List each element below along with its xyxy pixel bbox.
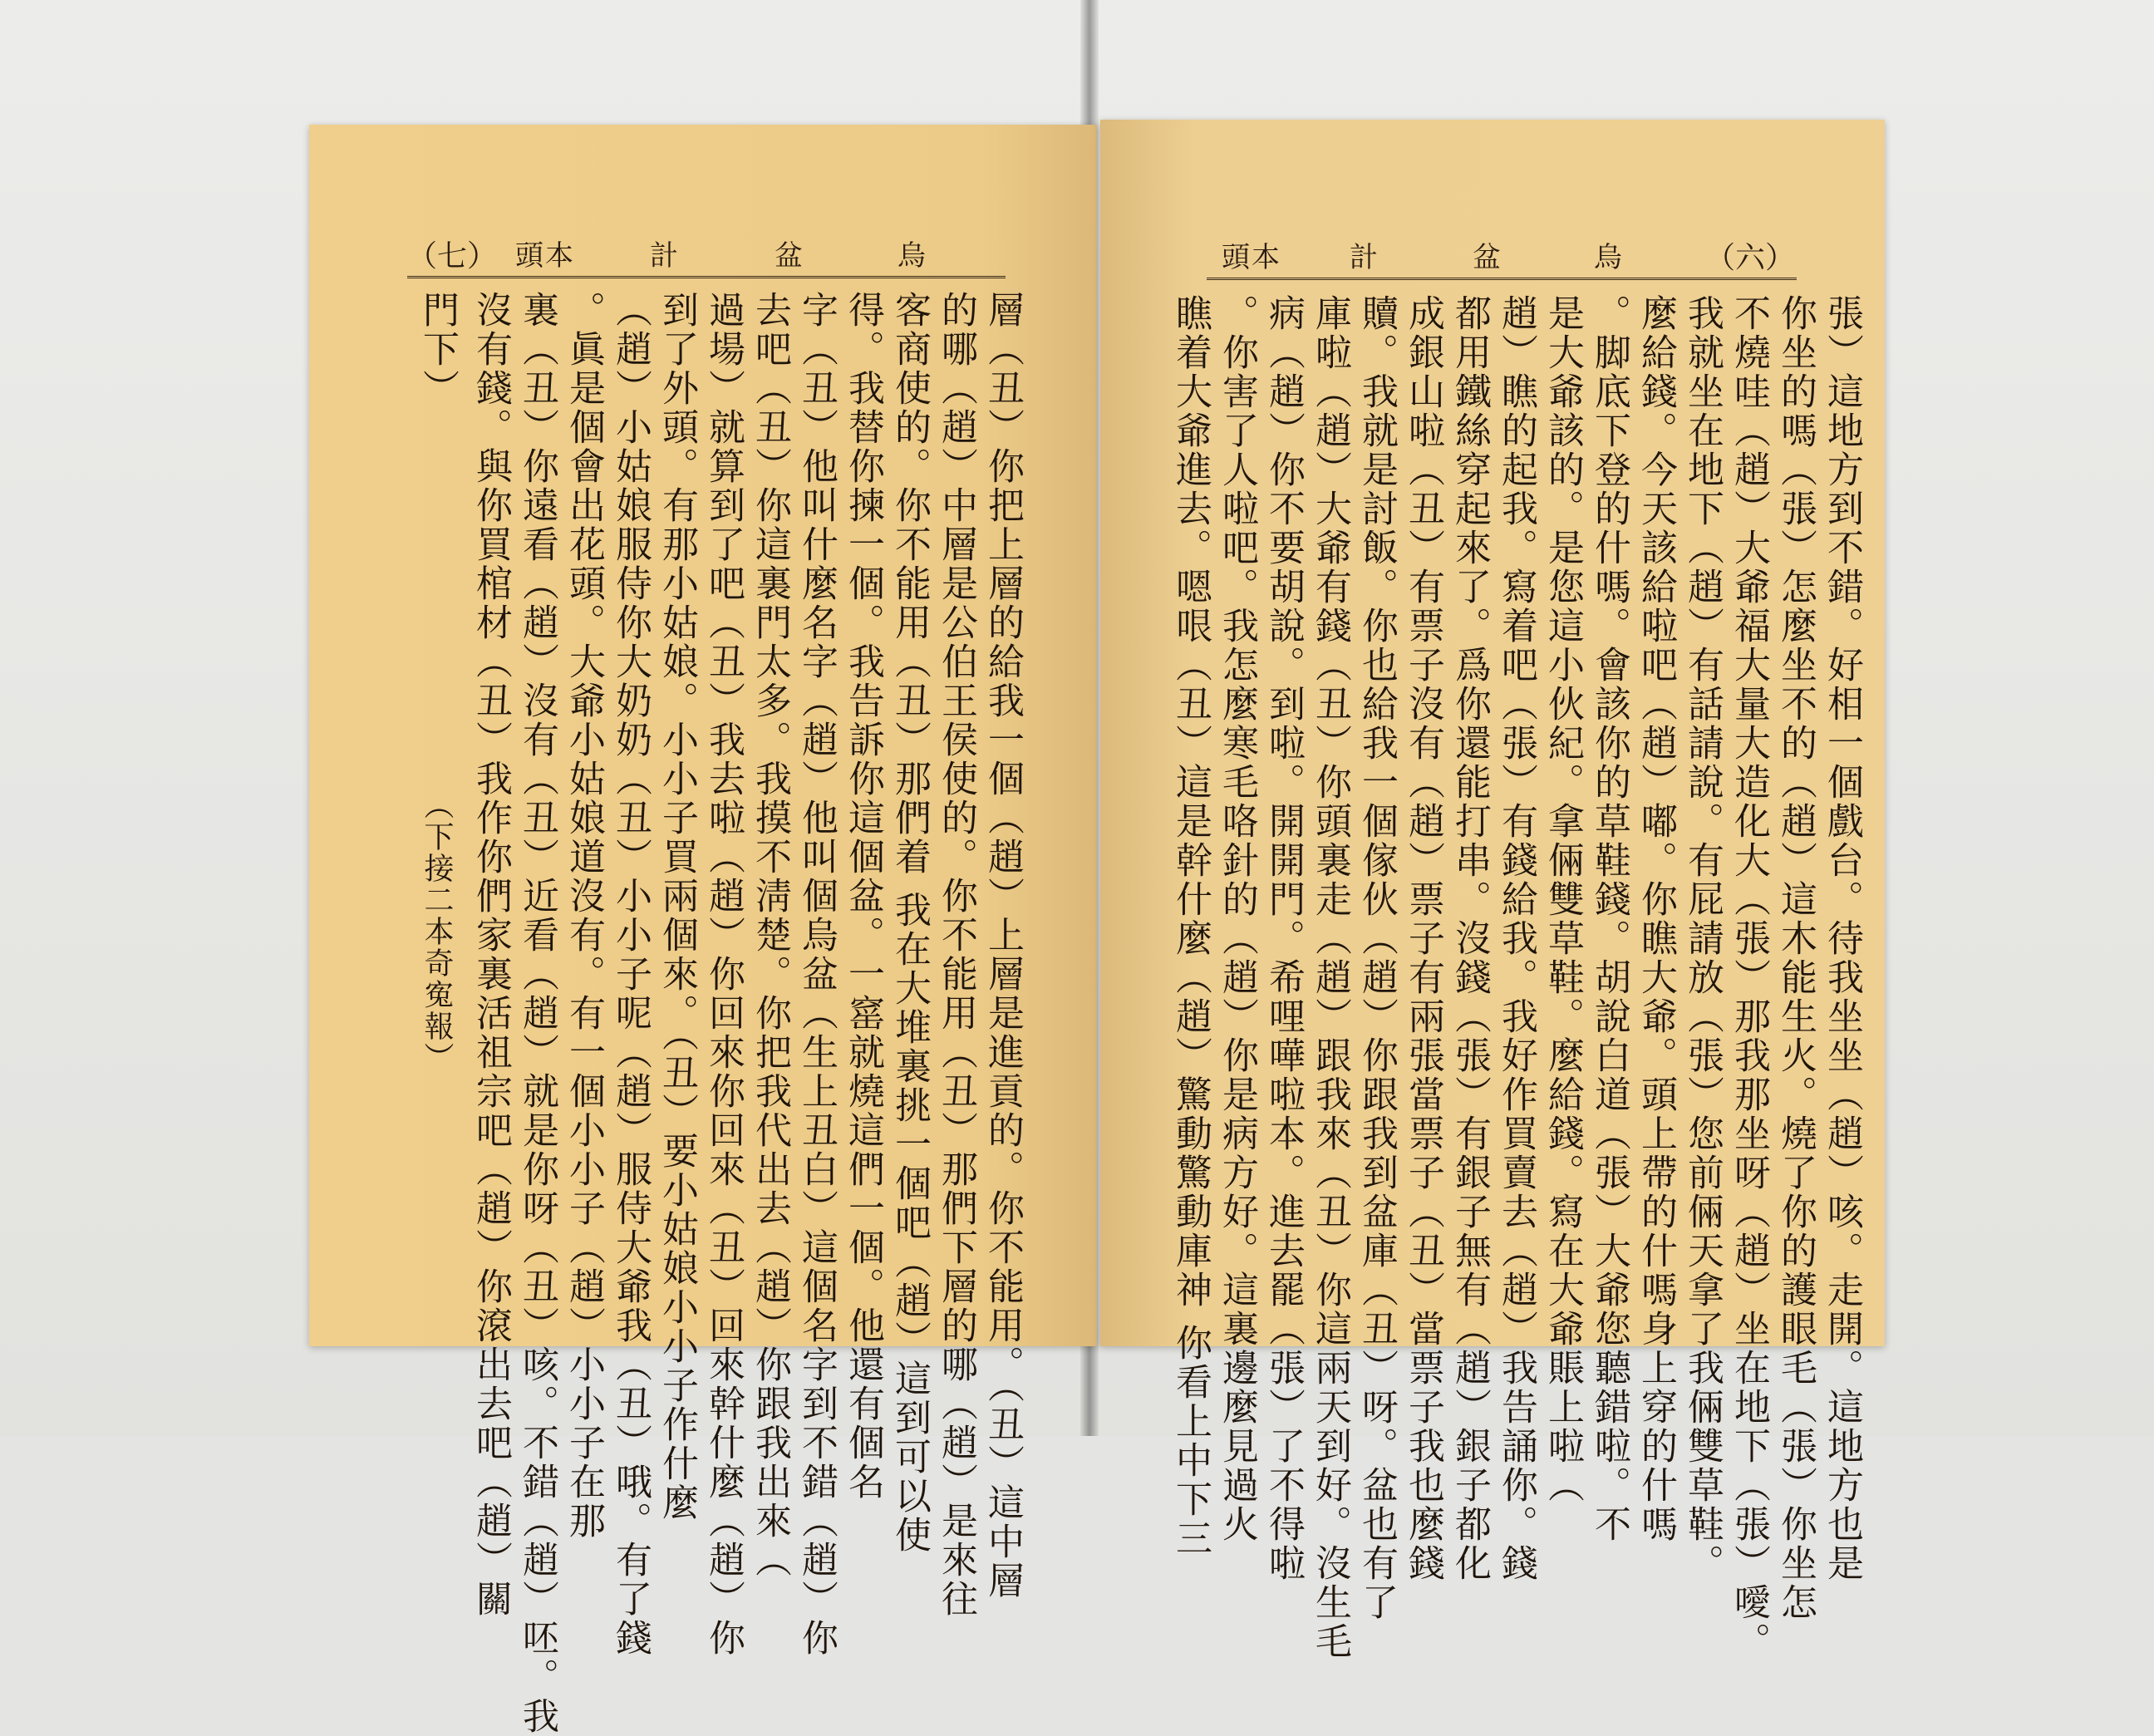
left-column-12: 的哪（趙）中層是公伯王侯使的。你不能用（丑）那們下層的哪（趙）是來往: [935, 291, 977, 1619]
right-column-13: 病（趙）你不要胡說。到啦。開開門。希哩嘩啦本。進去罷（張）了不得啦: [1262, 294, 1305, 1583]
left-column-7: 過場）就算到了吧（丑）我去啦（趙）你回來你回來（丑）回來幹什麼（趙）你: [702, 291, 745, 1658]
left-header-rule: [407, 276, 1006, 278]
right-column-9: 都用鐵絲穿起來了。爲你還能打串。沒錢（張）有銀子無有（趙）銀子都化: [1448, 294, 1491, 1583]
left-header-char-2: 盆: [775, 239, 804, 273]
right-page: [1100, 120, 1885, 1661]
right-column-14: 。你害了人啦吧。我怎麼寒毛咯針的（趙）你是病方好。這裏邊麼見過火: [1216, 294, 1258, 1544]
left-column-9: 字（丑）他叫什麼名字（趙）他叫個烏盆（生上丑白）這個名字到不錯（趙）你: [795, 291, 838, 1658]
right-column-5: 麼給錢。今天該給啦吧（趙）嘟。你瞧大爺。頭上帶的什嗎身上穿的什嗎: [1635, 294, 1677, 1544]
right-header-title-suffix: 頭本: [1222, 241, 1281, 274]
right-column-6: 。脚底下登的什嗎。會該你的草鞋錢。胡說白道（張）大爺您聽錯啦。不: [1588, 294, 1630, 1544]
left-header-char-3: 計: [650, 239, 680, 273]
right-column-10: 成銀山啦（丑）有票子沒有（趙）票子有兩張當票子（丑）當票子我也麼錢: [1402, 294, 1444, 1583]
right-column-1: 張）這地方到不錯。好相一個戲台。待我坐坐（趙）咳。走開。這地方也是: [1821, 294, 1863, 1583]
left-column-10: 得。我替你揀一個。我告訴你這個盆。一窰就燒這們一個。他還有個名: [842, 291, 884, 1502]
right-page-number: （六）: [1705, 241, 1796, 275]
right-column-8: 趙）瞧的起我。寫着吧（張）有錢給我。我好作買賣去（趙）我告誦你。錢: [1495, 294, 1537, 1583]
right-column-12: 庫啦（趙）大爺有錢（丑）你頭裏走（趙）跟我來（丑）你這兩天到好。沒生毛: [1309, 294, 1351, 1661]
right-column-11: 贖。我就是討飯。你也給我一個傢伙（趙）你跟我到盆庫（丑）呀。盆也有了: [1355, 294, 1398, 1622]
left-page: [309, 125, 1097, 1736]
left-column-2: 沒有錢。與你買棺材（丑）我作你們家裏活祖宗吧（趙）你滾出去吧（趙）關: [470, 291, 512, 1619]
right-column-4: 我就坐在地下（趙）有話請說。有屁請放（張）您前倆天拿了我倆雙草鞋。: [1681, 294, 1724, 1583]
right-column-2: 你坐的嗎（張）怎麼坐不的（趙）這木能生火。燒了你的護眼毛（張）你坐怎: [1774, 294, 1817, 1622]
left-column-8: 去吧（丑）你這裏門太多。我摸不淸楚。你把我代出去（趙）你跟我出來（: [749, 291, 791, 1580]
left-column-3: 裏（丑）你遠看（趙）沒有（丑）近看（趙）就是你呀（丑）咳。不錯（趙）呸。我: [516, 291, 558, 1736]
left-column-11: 客商使的。你不能用（丑）那們着 我在大堆裏挑一個吧（趙）這到可以使: [888, 291, 931, 1555]
left-header-title-suffix: 頭本: [515, 239, 575, 273]
right-header-char-3: 計: [1350, 241, 1379, 274]
left-column-13: 層（丑）你把上層的給我一個（趙）上層是進貢的。你不能用。（丑）這中層: [981, 291, 1024, 1601]
right-column-3: 不燒哇（趙）大爺福大量大造化大（張）那我那坐呀（趙）坐在地下（張）噯。: [1728, 294, 1770, 1661]
continued-note: （下接二本奇寃報）: [420, 789, 454, 1074]
left-column-4: 。眞是個會出花頭。大爺小姑娘道沒有。有一個小小子（趙）小小子在那: [563, 291, 605, 1541]
left-header-char-1: 烏: [898, 239, 927, 273]
left-column-5: （趙）小姑娘服侍你大奶奶（丑）小小子呢（趙）服侍大爺我（丑）哦。有了錢: [609, 291, 652, 1658]
right-header-char-2: 盆: [1473, 241, 1502, 274]
right-header-char-1: 烏: [1594, 241, 1624, 274]
right-column-15: 瞧着大爺進去。嗯哏（丑）這是幹什麼（趙）驚動驚動庫神 你看上中下三: [1169, 294, 1212, 1558]
left-column-6: 到了外頭。有那小姑娘。小小子買兩個來。（丑）要小姑娘小小子作什麼: [656, 291, 698, 1522]
right-column-7: 是大爺該的。是您這小伙紀。拿倆雙草鞋。麼給錢。寫在大爺賬上啦（: [1542, 294, 1584, 1505]
right-header-rule: [1207, 278, 1797, 280]
left-column-1: 門下）: [416, 291, 459, 408]
left-page-number: （七）: [407, 239, 498, 273]
